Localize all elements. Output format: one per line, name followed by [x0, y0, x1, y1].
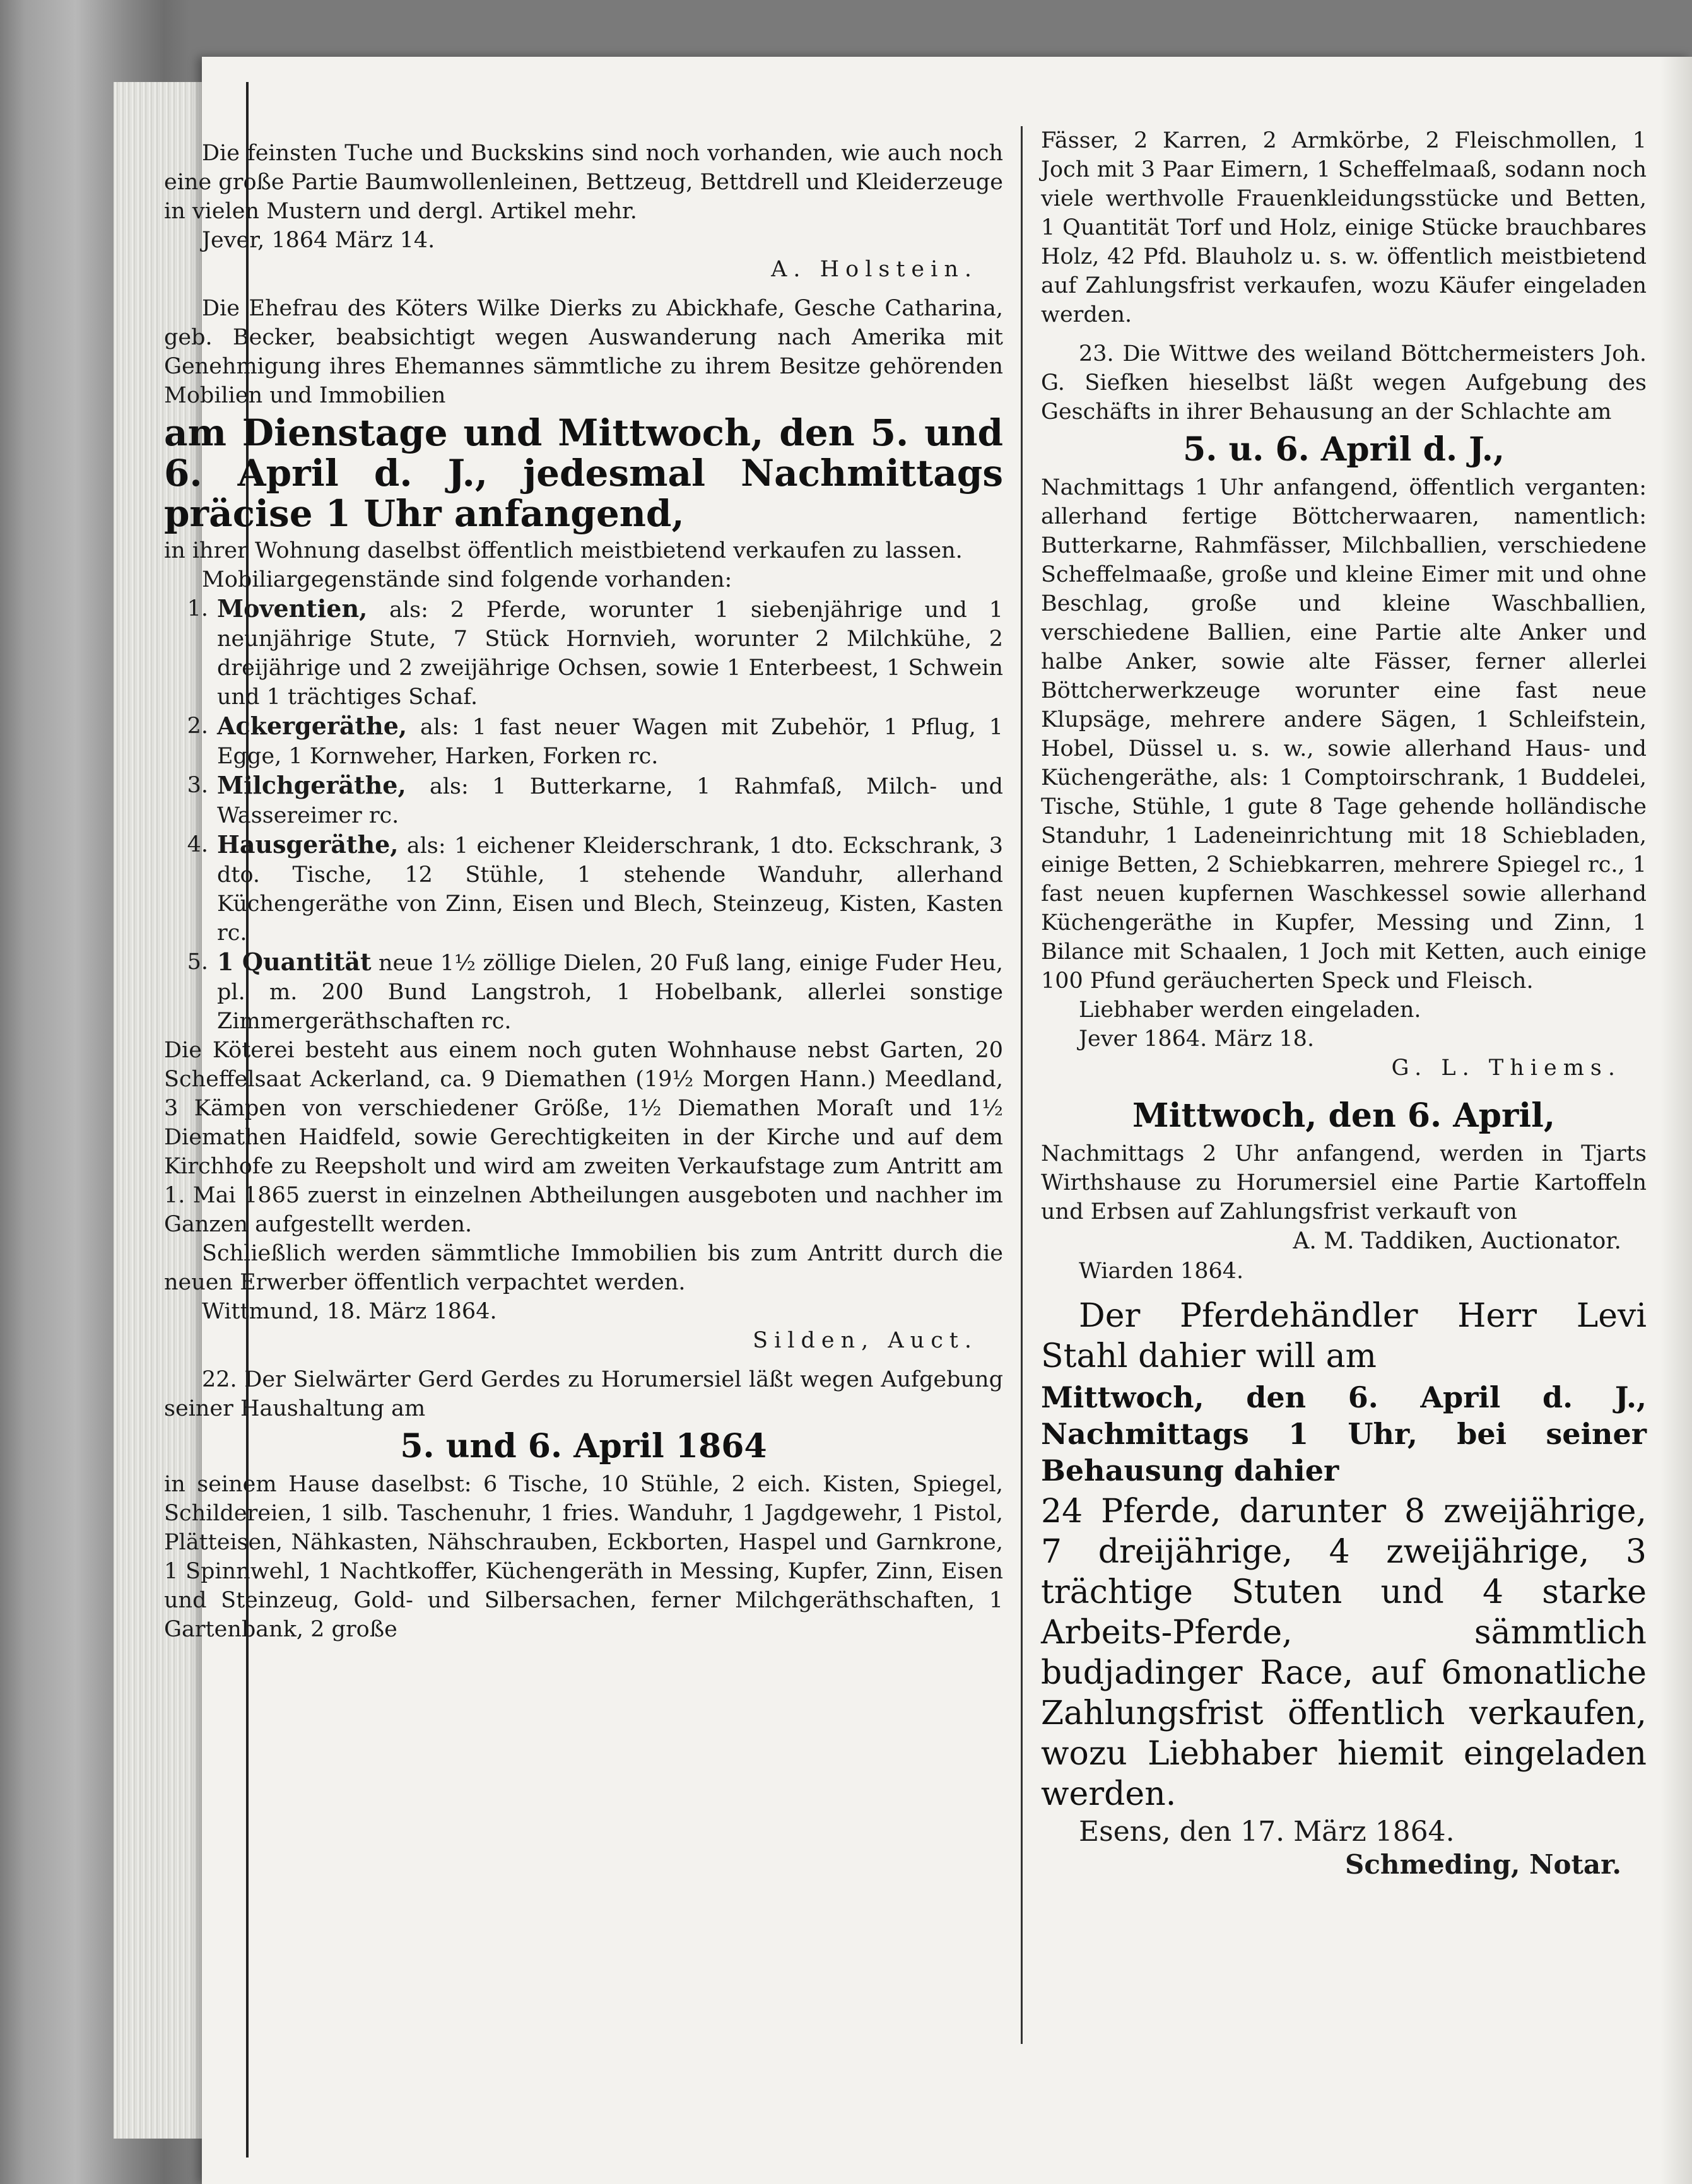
ad-headline: Mittwoch, den 6. April d. J., Nachmittags 1 Uhr, bei seiner Behausung dahier — [1041, 1380, 1647, 1488]
ad-body: in seinem Hause daselbst: 6 Tische, 10 Stühle, 2 eich. Kisten, Spiegel, Schildereien, 1 silb. Taschenuhr, 1 fries. Wanduhr, 1 Jagdgewehr, 1 Pistol, Plätteisen, Nähkasten, Nähschrauben, Eckborten, Haspel und Garnkrone, 1 Spinnwehl, 1 Nachtkoffer, Küchengeräth in Messing, Kupfer, Zinn, Eisen und Steinzeug, Gold- und Silbersachen, ferner Milchgeräthschaften, 1 Gartenbank, 2 große — [164, 1472, 1003, 1642]
ad-invite: Liebhaber werden eingeladen. — [1079, 997, 1421, 1023]
page-right-edge — [1660, 57, 1692, 2184]
list-item: 3. Milchgeräthe, als: 1 Butterkarne, 1 Rahmfaß, Milch- und Wassereimer rc. — [187, 771, 1003, 828]
list-item: 5. 1 Quantität neue 1½ zöllige Dielen, 20 Fuß lang, einige Fuder Heu, pl. m. 200 Bund Langstroh, 1 Hobelbank, allerlei sonstige Zimmergeräthschaften rc. — [187, 948, 1004, 1034]
ad-stahl — [1041, 1296, 1647, 1880]
list-item: 1. Moventien, als: 2 Pferde, worunter 1 siebenjährige und 1 neunjährige Stute, 7 Stück Hornvieh, worunter 2 Milchkühe, 2 dreijährige und 2 zweijährige Ochsen, sowie 1 Enterbeest, 1 Schwein und 1 trächtiges Schaf. — [187, 594, 1003, 710]
ad-holstein — [164, 139, 1003, 284]
ad-gerdes — [164, 1365, 1003, 1644]
ad-body: Die feinsten Tuche und Buckskins sind noch vorhanden, wie auch noch eine große Partie Baumwollenleinen, Bettzeug, Bettdrell und Kleiderzeuge in vielen Mustern und dergl. Artikel mehr. — [164, 141, 1003, 224]
ad-date: Jever 1864. März 18. — [1079, 1026, 1315, 1052]
ad-date: Jever, 1864 März 14. — [202, 228, 435, 253]
ad-headline: 5. und 6. April 1864 — [400, 1427, 767, 1465]
ad-signature: G. L. Thiems. — [1391, 1055, 1621, 1081]
ad-intro: 22. Der Sielwärter Gerd Gerdes zu Horumersiel läßt wegen Aufgebung seiner Haushaltung am — [164, 1367, 1003, 1421]
ad-intro: Der Pferdehändler Herr Levi Stahl dahier will am — [1041, 1297, 1647, 1375]
ad-signature: Silden, Auct. — [753, 1328, 978, 1353]
ad-headline: Mittwoch, den 6. April, — [1132, 1096, 1555, 1135]
ad-date: Wittmund, 18. März 1864. — [202, 1299, 497, 1324]
ad-koeterei: Die Köterei besteht aus einem noch guten Wohnhause nebst Garten, 20 Scheffelsaat Ackerland, ca. 9 Diemathen (19½ Morgen Hann.) Meedland, 3 Kämpen von verschiedener Größe, 1½ Diemathen Moraſt und 1½ Diemathen Haidfeld, sowie Gerechtigkeiten in der Kirche und auf dem Kirchhofe zu Reepsholt und wird am zweiten Verkaufstage zum Antritt am 1. Mai 1865 zuerst in einzelnen Abtheilungen ausgeboten und nachher im Ganzen aufgestellt werden. — [164, 1038, 1003, 1237]
left-column — [164, 139, 1003, 1644]
ad-lead: Mobiliargegenstände sind folgende vorhanden: — [202, 567, 732, 592]
right-column — [1041, 126, 1647, 1880]
ad-signature: A. Holstein. — [771, 257, 978, 282]
ad-closing: Schließlich werden sämmtliche Immobilien bis zum Antritt durch die neuen Erwerber öffentlich verpachtet werden. — [164, 1241, 1003, 1295]
ad-date: Esens, den 17. März 1864. — [1079, 1816, 1455, 1848]
ad-after: in ihrer Wohnung daselbst öffentlich meistbietend verkaufen zu lassen. — [164, 538, 963, 563]
ad-intro: 23. Die Wittwe des weiland Böttchermeisters Joh. G. Siefken hieselbst läßt wegen Aufgebung des Geschäfts in ihrer Behausung an der Schlachte am — [1041, 341, 1647, 425]
ad-signature: Schmeding, Notar. — [1345, 1849, 1621, 1880]
ad-siefken — [1041, 339, 1647, 1083]
ad-taddiken — [1041, 1096, 1647, 1286]
ad-intro: Die Ehefrau des Köters Wilke Dierks zu Abickhafe, Gesche Catharina, geb. Becker, beabsichtigt wegen Auswanderung nach Amerika mit Genehmigung ihres Ehemannes sämmtliche zu ihrem Besitze gehörenden Mobilien und Immobilien — [164, 296, 1003, 408]
ad-dierks — [164, 294, 1003, 1355]
list-item: 4. Hausgeräthe, als: 1 eichener Kleiderschrank, 1 dto. Eckschrank, 3 dto. Tische, 12 Stühle, 1 stehende Wanduhr, allerhand Küchengeräthe von Zinn, Eisen und Blech, Steinzeug, Kisten, Kasten rc. — [187, 830, 1003, 946]
ad-date: Wiarden 1864. — [1079, 1259, 1244, 1284]
ad-body: 24 Pferde, darunter 8 zweijährige, 7 dreijährige, 4 zweijährige, 3 trächtige Stuten und 4 starke Arbeits-Pferde, sämmtlich budjadinger Race, auf 6monatliche Zahlungsfrist öffentlich verkaufen, wozu Liebhaber hiemit eingeladen werden. — [1041, 1493, 1647, 1813]
ad-body: Nachmittags 2 Uhr anfangend, werden in Tjarts Wirthshause zu Horumersiel eine Partie Kartoffeln und Erbsen auf Zahlungsfrist verkauft von — [1041, 1141, 1647, 1224]
column-divider — [1021, 126, 1023, 2044]
ad-continuation: Fässer, 2 Karren, 2 Armkörbe, 2 Fleischmollen, 1 Joch mit 3 Paar Eimern, 1 Scheffelmaaß, sodann noch viele werthvolle Frauenkleidungsstücke und Betten, 1 Quantität Torf und Holz, einige Stücke brauchbares Holz, 42 Pfd. Blauholz u. s. w. öffentlich meistbietend auf Zahlungsfrist verkaufen, wozu Käufer eingeladen werden. — [1041, 128, 1647, 327]
ad-body: Nachmittags 1 Uhr anfangend, öffentlich verganten: allerhand fertige Böttcherwaaren, namentlich: Butterkarne, Rahmfässer, Milchballien, verschiedene Scheffelmaaße, große und kleine Eimer mit und ohne Beschlag, große und kleine Waschballien, verschiedene Ballien, eine Partie alte Anker und halbe Anker, sowie alte Fässer, ferner allerlei Böttcherwerkzeuge worunter eine fast neue Klupsäge, mehrere andere Sägen, 1 Schleifstein, Hobel, Düssel u. s. w., sowie allerhand Haus- und Küchengeräthe, als: 1 Comptoirschrank, 1 Buddelei, Tische, Stühle, 1 gute 8 Tage gehende holländische Standuhr, 1 Ladeneinrichtung mit 18 Schiebladen, einige Betten, 2 Schiebkarren, mehrere Spiegel rc., 1 fast neuen kupfernen Waschkessel sowie allerhand Küchengeräthe in Kupfer, Messing und Zinn, 1 Bilance mit Schaalen, 1 Joch mit Ketten, auch einige 100 Pfund geräucherten Speck und Fleisch. — [1041, 475, 1647, 994]
ad-headline: am Dienstage und Mittwoch, den 5. und 6. April d. J., jedesmal Nachmittags präcise 1 Uhr anfangend, — [164, 411, 1003, 535]
ad-signature: A. M. Taddiken, Auctionator. — [1293, 1228, 1621, 1254]
ad-headline: 5. u. 6. April d. J., — [1183, 430, 1505, 469]
list-item: 2. Ackergeräthe, als: 1 fast neuer Wagen mit Zubehör, 1 Pflug, 1 Egge, 1 Kornweher, Harken, Forken rc. — [187, 712, 1003, 769]
